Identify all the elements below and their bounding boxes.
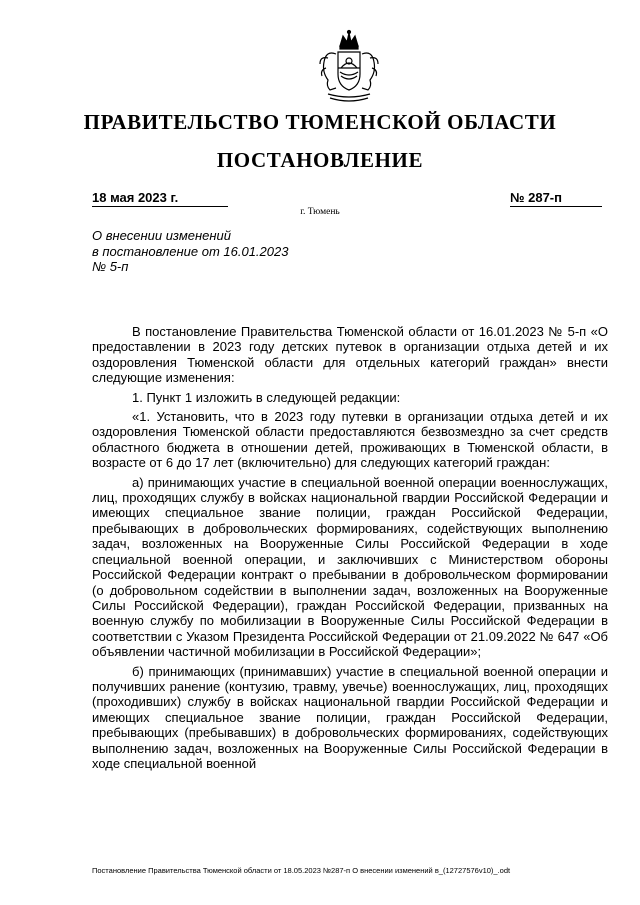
document-body <box>92 324 608 775</box>
organization-title: ПРАВИТЕЛЬСТВО ТЮМЕНСКОЙ ОБЛАСТИ <box>83 110 557 134</box>
document-date: 18 мая 2023 г. <box>92 190 228 207</box>
document-type: ПОСТАНОВЛЕНИЕ <box>216 148 424 172</box>
body-paragraph: «1. Установить, что в 2023 году путевки в организации отдыха детей и их оздоровления Тюменской области предоставляются безвозмездно за счет средств областного бюджета в отношении детей, проживающих в Тюменской области, в возрасте от 6 до 17 лет (включительно) для следующих категорий граждан: <box>92 409 608 471</box>
subject-line: № 5-п <box>92 259 129 274</box>
body-paragraph: б) принимающих (принимавших) участие в специальной военной операции и получивших ранение (контузию, травму, увечье) военнослужащих, лиц, проходящих (проходивших) службу в войсках национальной гвардии Российской Федерации и имеющих специальное звание полиции, граждан Российской Федерации, пребывающих (пребывавших) в добровольческих формированиях, содействующих выполнению задач, возложенных на Вооруженные Силы Российской Федерации в ходе специальной военной <box>92 663 608 771</box>
document-number: № 287-п <box>510 190 602 207</box>
body-paragraph: 1. Пункт 1 изложить в следующей редакции: <box>132 389 401 405</box>
document-subject <box>92 228 352 275</box>
document-footer: Постановление Правительства Тюменской области от 18.05.2023 №287-п О внесении изменений в_(12727576v10)_.odt <box>92 866 511 875</box>
body-paragraph: а) принимающих участие в специальной военной операции военнослужащих, лиц, проходящих службу в войсках национальной гвардии Российской Федерации и имеющих специальное звание полиции, граждан Российской Федерации, пребывающих в добровольческих формированиях, содействующих выполнению задач, возложенных на Вооруженные Силы Российской Федерации в ходе специальной военной операции, и заключивших с Министерством обороны Российской Федерации контракт о пребывании в добровольческом формировании (о добровольном содействии в выполнении задач, возложенных на Вооруженные Силы Российской Федерации), граждан Российской Федерации, призванных на военную службу по мобилизации в Вооруженные Силы Российской Федерации в соответствии с Указом Президента Российской Федерации от 21.09.2022 № 647 «Об объявлении частичной мобилизации в Российской Федерации»; <box>92 474 608 660</box>
document-city: г. Тюмень <box>300 207 340 217</box>
body-paragraph: В постановление Правительства Тюменской области от 16.01.2023 № 5-п «О предоставлении в 2023 году детских путевок в организации отдыха детей и их оздоровления Тюменской области для отдельных категорий граждан» внести следующие изменения: <box>92 324 608 386</box>
coat-of-arms-icon <box>314 28 384 102</box>
subject-line: О внесении изменений <box>92 228 231 243</box>
subject-line: в постановление от 16.01.2023 <box>92 243 289 259</box>
